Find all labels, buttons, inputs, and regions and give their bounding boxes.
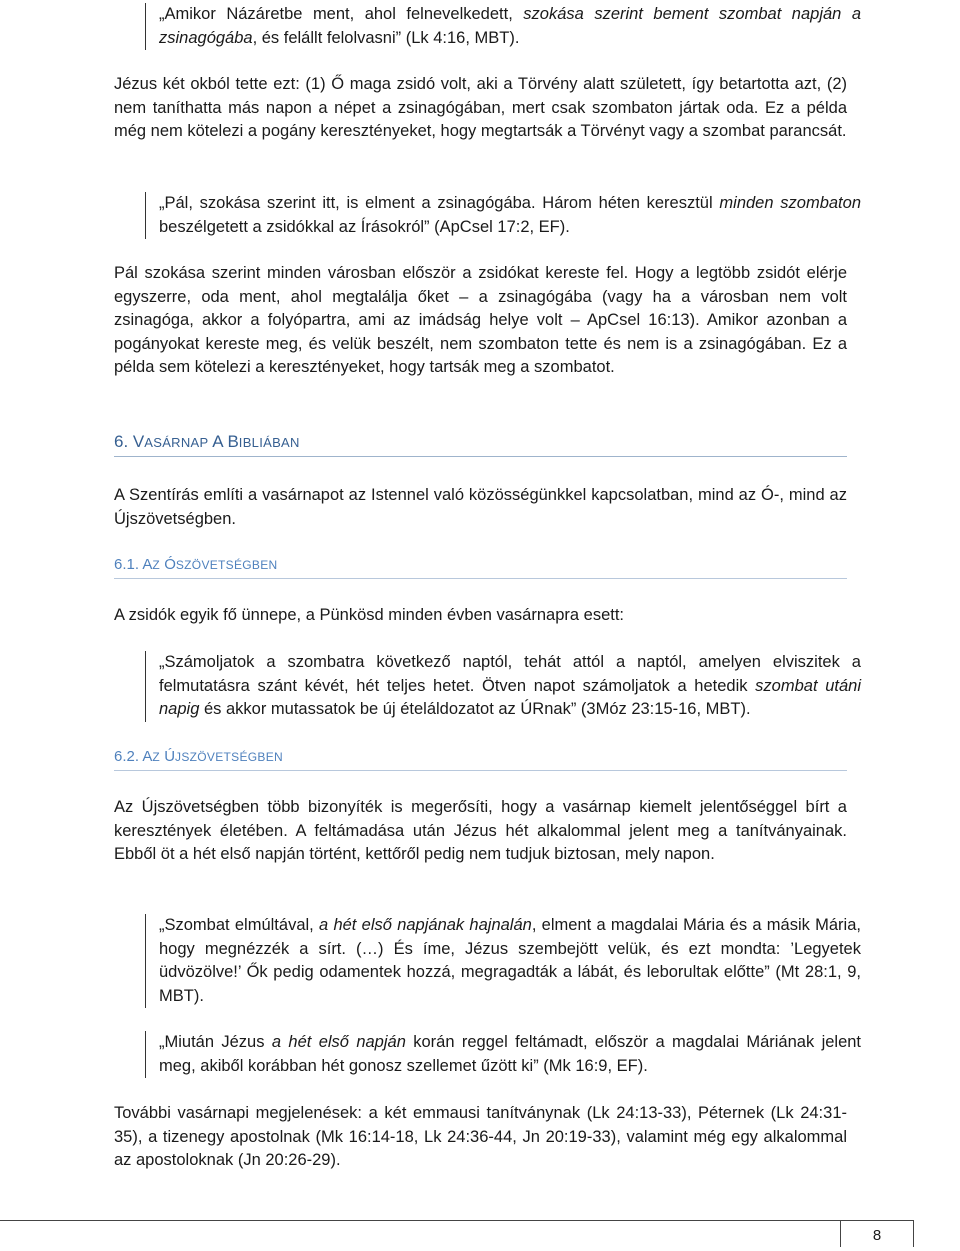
quote-leviticus <box>145 651 861 722</box>
section-heading-6-2 <box>114 748 847 771</box>
title-small-caps: IBLIÁBAN <box>238 435 300 450</box>
title-capital: A <box>212 432 223 451</box>
quote-mark <box>145 1031 861 1078</box>
title-small-caps: ASÁRNAP <box>144 435 209 450</box>
section-title <box>142 556 277 573</box>
paragraph-paul-custom <box>114 262 847 380</box>
paragraph-text: A zsidók egyik fő ünnepe, a Pünkösd minden évben vasárnapra esett: <box>114 606 624 624</box>
paragraph-further-appearances <box>114 1102 847 1173</box>
emphasis-text: szombat utáni napig <box>159 676 861 718</box>
text-run: és akkor mutassatok be új ételáldozatot az ÚRnak” (3Móz 23:15-16, MBT). <box>199 700 751 718</box>
title-capital: B <box>227 432 239 451</box>
quote-matthew <box>145 914 861 1008</box>
paragraph-text: Jézus két okból tette ezt: (1) Ő maga zsidó volt, aki a Törvény alatt született, így betartotta azt, (2) nem taníthatta más napon a népet a zsinagógában, mert csak szombaton jártak oda. Ez a példa még nem kötelezi a pogány keresztényeket, hogy megtartsák a Törvényt vagy a szombat parancsát. <box>114 75 847 140</box>
page-number: 8 <box>840 1220 914 1247</box>
emphasis-text: szokása szerint bement szombat napján a zsinagógába <box>159 5 862 47</box>
paragraph-pentecost <box>114 604 847 628</box>
section-heading-6 <box>114 432 847 457</box>
emphasis-text: a hét első napjának hajnalán <box>319 916 532 934</box>
paragraph-text: Az Újszövetségben több bizonyíték is megerősíti, hogy a vasárnap kiemelt jelentőséggel bírt a keresztények életében. A feltámadása után Jézus hét alkalommal jelent meg a tanítványainak. Ebből öt a hét első napján történt, kettőről pedig nem tudjuk biztosan, mely napon. <box>114 798 847 863</box>
quote-luke <box>145 3 861 50</box>
title-capital: Ó <box>164 556 176 573</box>
text-run: „Pál, szokása szerint itt, is elment a zsinagógába. Három héten keresztül <box>159 194 720 212</box>
paragraph-jesus-reasons <box>114 73 847 144</box>
text-run: „Miután Jézus <box>159 1033 272 1051</box>
title-capital: A <box>142 748 153 765</box>
text-run: korán reggel feltámadt, először a magdalai Máriának jelent meg, akiből korábban hét gonosz szellemet űzött ki” (Mk 16:9, EF). <box>159 1033 862 1075</box>
title-capital: V <box>132 432 145 451</box>
paragraph-text: További vasárnapi megjelenések: a két emmausi tanítványnak (Lk 24:13-33), Péternek (Lk 24:31-35), a tizenegy apostolnak (Mk 16:14-18, Lk 24:36-44, Jn 20:19-33), valamint még egy alkalommal az apostoloknak (Jn 20:26-29). <box>114 1104 847 1169</box>
text-run: , elment a magdalai Mária és a másik Mária, hogy megnézzék a sírt. (…) És íme, Jézus szembejött velük, és ezt mondta: ’Legyetek üdvözölve!’ Ők pedig odamentek hozzá, megragadták a lábát, és leborultak előtte” (Mt 28:1, 9, MBT). <box>159 916 861 1005</box>
title-small-caps: SZÖVETSÉGBEN <box>175 558 278 572</box>
quote-acts <box>145 192 861 239</box>
title-small-caps: Z <box>152 750 161 764</box>
title-capital: Ú <box>164 748 176 765</box>
title-small-caps: JSZÖVETSÉGBEN <box>175 750 283 764</box>
quote-text <box>159 1031 861 1078</box>
text-run: „Amikor Názáretbe ment, ahol felnevelkedett, <box>159 5 524 23</box>
paragraph-text: Pál szokása szerint minden városban először a zsidókat kereste fel. Hogy a legtöbb zsidót elérje egyszerre, oda ment, ahol megtalálja őket – a zsinagógába (vagy ha a városban nem volt zsinagóga, akkor a folyópartra, ami az imádság helye volt – ApCsel 16:13). Amikor azonban a pogányokat kereste meg, és velük beszélt, nem szombaton tette és nem is a zsinagógában. Ez a példa sem kötelezi a keresztényeket, hogy tartsák meg a szombatot. <box>114 264 847 376</box>
text-run: beszélgetett a zsidókkal az Írásokról” (ApCsel 17:2, EF). <box>159 217 570 236</box>
section-number: 6.2. <box>114 748 140 765</box>
section-heading-6-1 <box>114 556 847 579</box>
emphasis-text: a hét első napján <box>271 1033 406 1051</box>
paragraph-text: A Szentírás említi a vasárnapot az Istennel való közösségünkkel kapcsolatban, mind az Ó-, mind az Újszövetségben. <box>114 486 847 528</box>
paragraph-scripture-sunday <box>114 484 847 531</box>
quote-text <box>159 192 861 239</box>
section-number: 6.1. <box>114 556 140 573</box>
section-title <box>142 748 283 765</box>
quote-text <box>159 651 861 722</box>
text-run: „Számoljatok a szombatra következő naptól, tehát attól a naptól, amelyen elviszitek a felmutatásra szánt kévét, hét teljes hetet. Ötven napot számoljatok a hetedik <box>159 653 861 695</box>
title-small-caps: Z <box>152 558 161 572</box>
section-title <box>133 432 300 451</box>
quote-text <box>159 3 861 50</box>
quote-text <box>159 914 861 1008</box>
text-run: „Szombat elmúltával, <box>159 916 320 934</box>
footer-divider <box>0 1220 840 1221</box>
section-number: 6. <box>114 432 129 451</box>
emphasis-text: minden szombaton <box>719 194 861 212</box>
title-capital: A <box>142 556 153 573</box>
text-run: , és felállt felolvasni” (Lk 4:16, MBT). <box>252 28 520 47</box>
paragraph-new-testament-evidence <box>114 796 847 867</box>
